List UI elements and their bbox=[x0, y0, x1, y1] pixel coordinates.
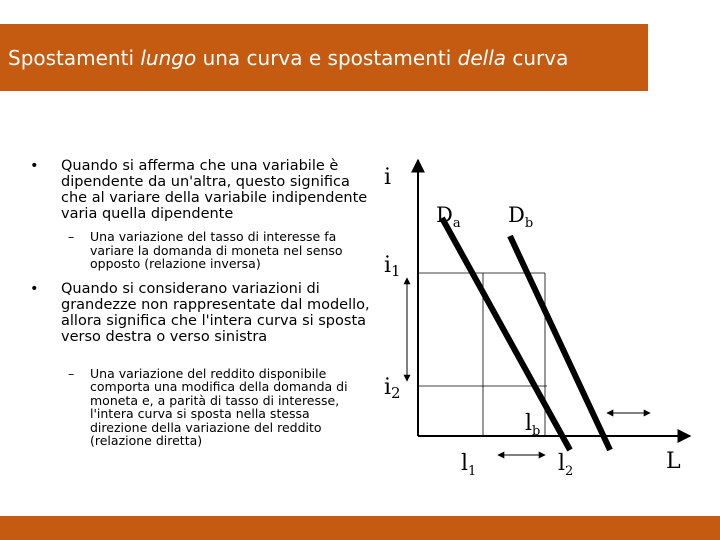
title-part-3: una curva e spostamenti bbox=[196, 45, 458, 70]
curve-a-label: $D_a$ bbox=[436, 203, 461, 231]
title-part-4: della bbox=[457, 45, 507, 70]
sub-bullet-1 bbox=[28, 230, 373, 271]
bullet-2 bbox=[28, 281, 373, 345]
title-part-2: lungo bbox=[140, 45, 197, 70]
title-bar bbox=[0, 24, 648, 91]
lb-label: $l_b$ bbox=[525, 411, 541, 439]
l1-label: $l_1$ bbox=[461, 451, 477, 479]
money-demand-diagram bbox=[370, 150, 710, 495]
footer-bar bbox=[0, 516, 720, 540]
bullet-list bbox=[28, 158, 373, 448]
bullet-1 bbox=[28, 158, 373, 222]
title-part-5: curva bbox=[506, 45, 569, 70]
i1-label: i1 bbox=[384, 253, 401, 280]
demand-curve-a bbox=[442, 218, 570, 450]
slide-title bbox=[0, 46, 568, 70]
bullet-2-text: Quando si considerano variazioni di grandezze non rappresentate dal modello, allora significa che l'intera curva si sposta verso destra o verso sinistra bbox=[61, 280, 370, 345]
sub-bullet-marker: – bbox=[68, 229, 75, 244]
bullet-marker: • bbox=[30, 280, 39, 297]
sub-bullet-marker: – bbox=[68, 365, 75, 381]
bullet-marker: • bbox=[30, 158, 39, 174]
x-axis-label: L bbox=[666, 449, 681, 474]
i2-label: i2 bbox=[384, 375, 401, 402]
sub-bullet-1-text: Una variazione del tasso di interesse fa variare la domanda di moneta nel senso opposto (relazione inversa) bbox=[90, 229, 343, 271]
title-part-1: Spostamenti bbox=[8, 45, 141, 70]
l2-label: $l_2$ bbox=[558, 451, 574, 479]
bullet-1-text: Quando si afferma che una variabile è dipendente da un'altra, questo significa che al variare della variabile indipendente varia quella dipendente bbox=[61, 158, 368, 222]
sub-bullet-2 bbox=[28, 367, 373, 448]
sub-bullet-2-text: Una variazione del reddito disponibile comporta una modifica della domanda di moneta e, a parità di tasso di interesse, l'intera curva si sposta nella stessa direzione della variazione del reddito (relazione diretta) bbox=[90, 365, 348, 448]
curve-b-label: $D_b$ bbox=[508, 203, 534, 231]
y-axis-label: i bbox=[384, 165, 392, 190]
